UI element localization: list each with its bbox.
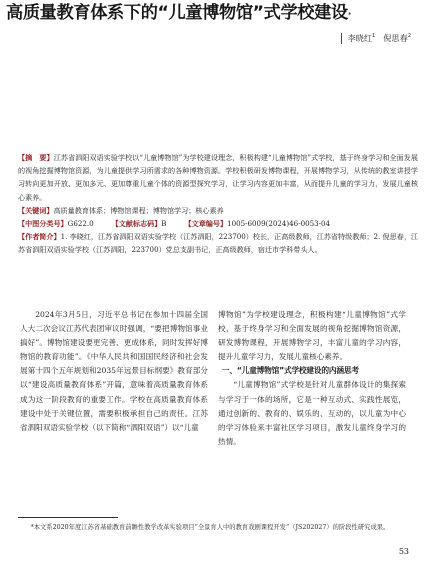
article-metadata — [18, 151, 418, 257]
doccode-label: 【文献标志码】 — [111, 219, 162, 229]
body-paragraph: 2024年3月5日，习近平总书记在参加十四届全国人大二次会议江苏代表团审议时强调，“要把博物馆事业搞好”。博物馆建设要更完善、更成体系，同时发挥好博物馆的教育功能”。《中华人民共和国国民经济和社会发展第十四个五年规划和2035年远景目标纲要》教育部分以“建设高质量教育体系”开篇，意味着高质量教育体系成为这一阶段教育的重要工作。学校在高质量教育体系建设中处于关键位置，需要积极承担自己的责任。江苏省泗阳双语实验学校（以下简称“泗阳双语”）以“儿童 — [20, 310, 208, 432]
body-paragraph-2: “儿童博物馆”式学校是针对儿童群体设计的集探索与学习于一体的场所，它是一种互动式、实践性展览，通过创新的、教育的、娱乐的、互动的，以儿童为中心的学习体验来丰富社区学习项目，激发儿童终身学习的热情。 — [218, 380, 406, 446]
author-info-text: 1. 李晓红，江苏省泗阳双语实验学校（江苏泗阳，223700）校长，正高级教师，江苏省特级教师；2. 倪思春，江苏省泗阳双语实验学校（江苏泗阳，223700）党总支副书记，正高级教师，宿迁市学科带头人。 — [18, 232, 419, 255]
footnote-divider — [18, 517, 118, 518]
article-title-text: 高质量教育体系下的“儿童博物馆”式学校建设 — [6, 3, 348, 23]
cls-value: G622.0 — [67, 219, 94, 229]
footnote-text: *本文系2020年度江苏省基础教育前瞻性教学改革实验项目“全景育人中的教育戏剧课程开发”（JS202027）的阶段性研究成果。 — [30, 524, 390, 531]
abstract-label: 【摘 要】 — [18, 153, 54, 162]
article-title — [6, 2, 428, 24]
body-column-right — [218, 308, 406, 449]
author-info — [18, 230, 418, 256]
keywords-text: 高质量教育体系；博物馆课程；博物馆学习；核心素养 — [53, 205, 224, 215]
abstract — [18, 151, 418, 204]
classification-row — [18, 217, 418, 230]
articleno-label: 【文章编号】 — [184, 219, 228, 229]
author-info-label: 【作者简介】 — [18, 232, 61, 242]
keywords — [18, 204, 418, 217]
author-mark-1: 1 — [372, 33, 376, 39]
body-paragraph-continued: 博物馆”为学校建设理念，积极构建“儿童博物馆”式学校，基于终身学习和全面发展的视角挖掘博物馆资源，研发博物课程，开展博物学习，丰富儿童的学习内容，提升儿童学习力，发展儿童核心素养。 — [218, 310, 406, 362]
body-column-left — [20, 308, 208, 435]
keywords-label: 【关键词】 — [18, 205, 54, 215]
author-name-2: 倪思春 — [383, 33, 408, 43]
articleno-value: 1005-6009(2024)46-0053-04 — [227, 219, 331, 229]
doccode-value: B — [161, 219, 167, 229]
section-heading: 一、“儿童博物馆”式学校建设的内涵思考 — [221, 366, 359, 376]
author-line — [341, 33, 411, 44]
abstract-text: 江苏省泗阳双语实验学校以“儿童博物馆”为学校建设理念，积极构建“儿童博物馆”式学校，基于终身学习和全面发展的视角挖掘博物馆资源，为儿童提供学习所需求的各种博物资源。学校积极研发博物课程，开展博物学习，从传统的教室讲授学习转向更加开放、更加多元、更加尊重儿童个体的资源型探究学习，让学习内容更加丰富，从而提升儿童的学习力，发展儿童核心素养。 — [18, 153, 418, 202]
author-divider — [341, 33, 342, 44]
page-number: 53 — [398, 547, 409, 556]
author-mark-2: 2 — [407, 33, 411, 39]
cls-label: 【中图分类号】 — [18, 219, 68, 229]
author-name-1: 李晓红 — [347, 33, 373, 43]
footnote — [18, 522, 413, 533]
title-footnote-mark: * — [347, 11, 351, 19]
